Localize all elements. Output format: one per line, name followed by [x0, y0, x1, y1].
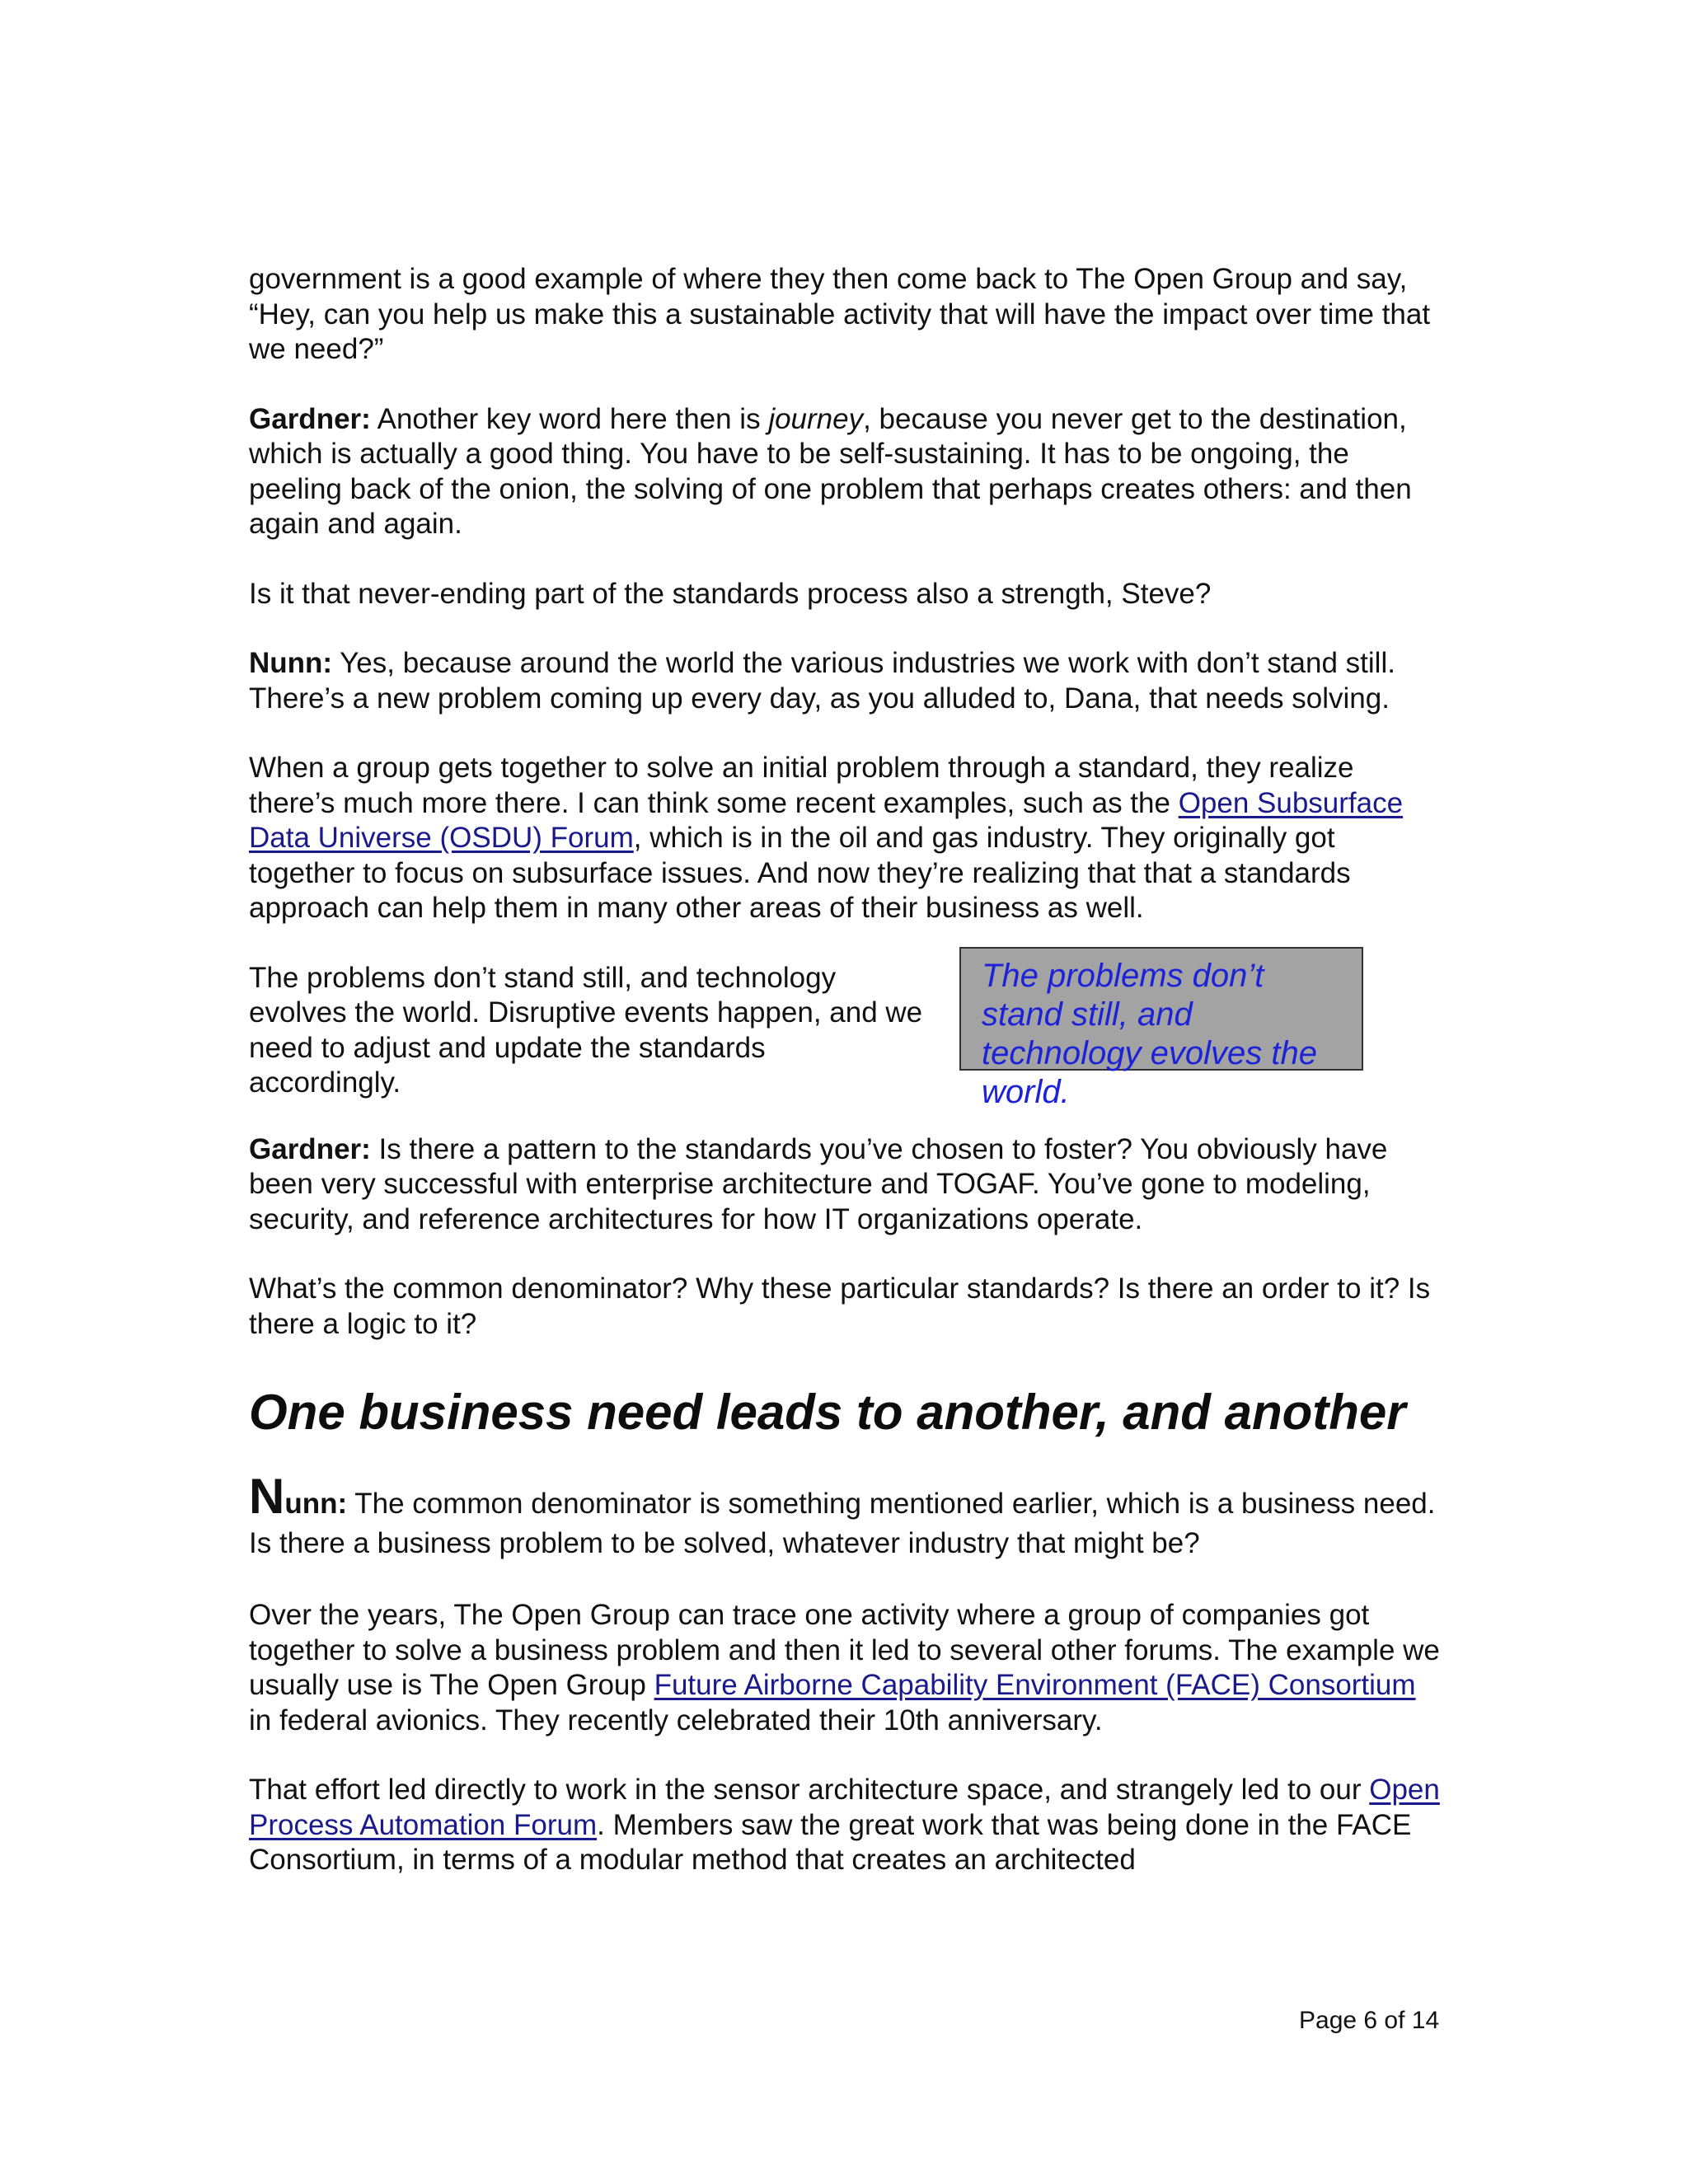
paragraph-gardner-journey	[249, 402, 1444, 542]
paragraph-text: Is there a pattern to the standards you’ve chosen to foster? You obviously have been very successful with enterprise architecture and TOGAF. You’ve gone to modeling, security, and reference architectures for how IT organizations operate.	[249, 1132, 1388, 1235]
paragraph-text: Yes, because around the world the various industries we work with don’t stand still. There’s a new problem coming up every day, as you alluded to, Dana, that needs solving.	[249, 647, 1395, 715]
paragraph-text: Over the years, The Open Group can trace one activity where a group of companies got together to solve a business problem and then it led to several other forums. The example we usually use is The Open Group	[249, 1599, 1440, 1701]
speaker-label: Gardner:	[249, 1132, 371, 1165]
paragraph-text: . Members saw the great work that was being done in the FACE Consortium, in terms of a modular method that creates an architected	[249, 1808, 1412, 1876]
paragraph-face	[249, 1598, 1444, 1738]
paragraph-gardner-pattern	[249, 1132, 1444, 1238]
speaker-label: Nunn:	[249, 647, 333, 679]
paragraph-nunn-reply	[249, 646, 1444, 716]
open-process-automation-forum-link[interactable]: Open Process Automation Forum	[249, 1774, 1440, 1841]
paragraph: The problems don’t stand still, and technology evolves the world. Disruptive events happen, and we need to adjust and update the standards accordingly.	[249, 961, 923, 1099]
paragraph: What’s the common denominator? Why these particular standards? Is there an order to it? Is there a logic to it?	[249, 1272, 1431, 1340]
paragraph-nunn-denominator	[249, 1469, 1444, 1563]
paragraph: Is it that never-ending part of the standards process also a strength, Steve?	[249, 577, 1212, 610]
osdu-forum-link[interactable]: Open Subsurface Data Universe (OSDU) Forum	[249, 786, 1404, 854]
emphasis-text: journey	[768, 402, 864, 435]
paragraph: government is a good example of where they then come back to The Open Group and say, “Hey, can you help us make this a sustainable activity that will have the impact over time that we need?”	[249, 263, 1431, 365]
paragraph-text: , because you never get to the destination, which is actually a good thing. You have to be self-sustaining. It has to be ongoing, the peeling back of the onion, the solving of one problem that perhaps creates others: and then again and again.	[249, 402, 1412, 540]
paragraph-text: , which is in the oil and gas industry. They originally got together to focus on subsurface issues. And now they’re realizing that that a standards approach can help them in many other areas of their business as well.	[249, 822, 1351, 924]
paragraph-osdu	[249, 751, 1444, 926]
speaker-label: unn:	[284, 1488, 348, 1520]
page-number: Page 6 of 14	[1299, 2007, 1440, 2034]
paragraph-text: in federal avionics. They recently celebrated their 10th anniversary.	[249, 1704, 1103, 1736]
paragraph-text: When a group gets together to solve an initial problem through a standard, they realize there’s much more there. I can think some recent examples, such as the	[249, 752, 1354, 819]
speaker-label: Gardner:	[249, 402, 371, 435]
pull-quote-row	[249, 957, 1444, 1110]
paragraph-opaf	[249, 1773, 1444, 1878]
pull-quote: The problems don’t stand still, and technology evolves the world.	[959, 947, 1363, 1071]
paragraph-text: The common denominator is something mentioned earlier, which is a business need. Is there a business problem to be solved, whatever industry that might be?	[249, 1488, 1436, 1559]
paragraph-text: That effort led directly to work in the sensor architecture space, and strangely led to our	[249, 1774, 1370, 1806]
section-heading: One business need leads to another, and another	[249, 1385, 1406, 1440]
paragraph-text: Another key word here then is	[370, 402, 769, 435]
face-consortium-link[interactable]: Future Airborne Capability Environment (FACE) Consortium	[654, 1669, 1416, 1701]
document-body	[249, 262, 1444, 1878]
drop-cap: N	[249, 1469, 285, 1524]
